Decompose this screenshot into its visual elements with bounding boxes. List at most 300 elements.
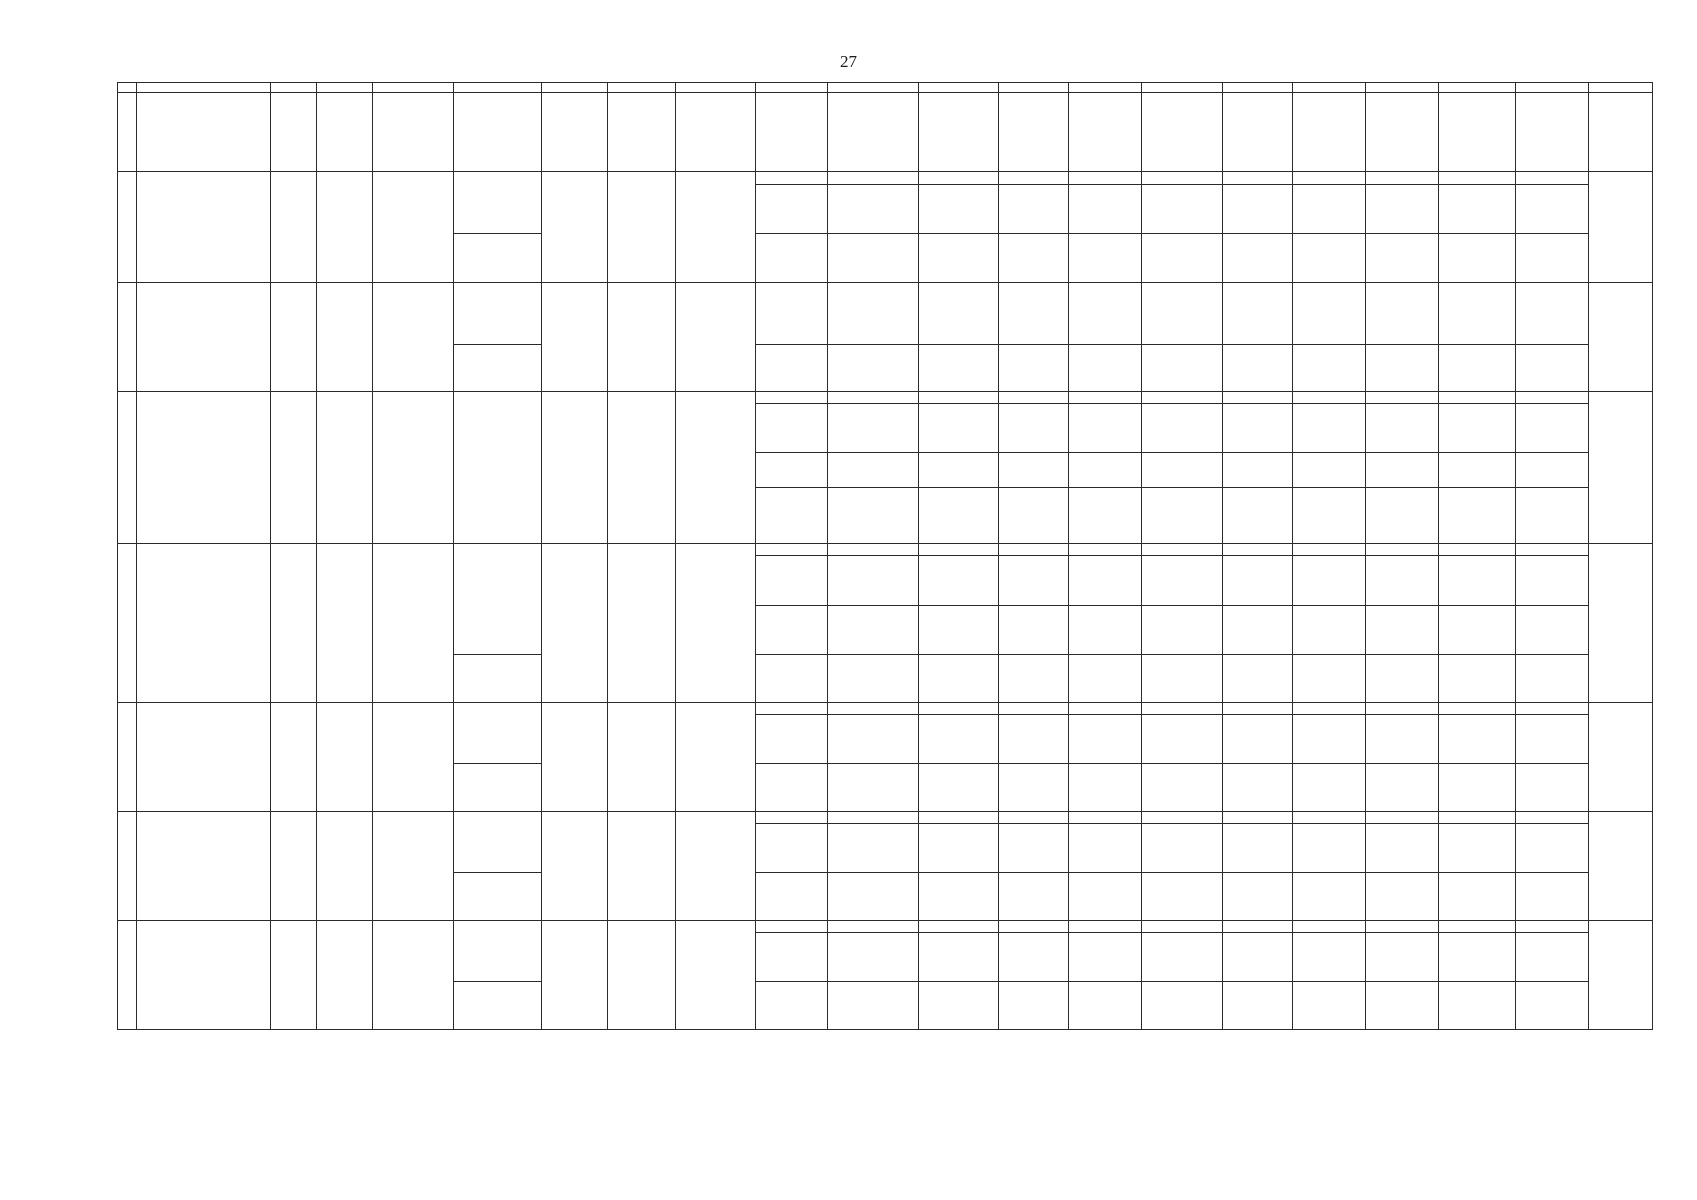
financing-year-value	[1515, 544, 1588, 555]
financing-year-value	[1438, 172, 1515, 184]
work-type	[453, 655, 541, 702]
financing-year-value	[998, 556, 1068, 605]
financing-year-value	[1365, 185, 1438, 233]
commissioning-date	[607, 172, 675, 282]
financing-year-value	[1292, 556, 1365, 605]
financing-year-value	[1438, 93, 1515, 171]
commissioning-date	[607, 544, 675, 702]
financing-year-value	[1365, 764, 1438, 811]
financing-year-value	[1068, 812, 1141, 823]
financing-year-value	[1222, 544, 1292, 555]
work-type	[453, 234, 541, 282]
column-number-header	[1438, 83, 1515, 92]
financing-year-value	[1141, 715, 1222, 763]
financing-year-value	[1438, 404, 1515, 452]
funding-source	[827, 982, 918, 1029]
financing-year-value	[1515, 703, 1588, 714]
work-type	[453, 345, 541, 391]
financing-year-value	[998, 93, 1068, 171]
financing-year-value	[1292, 703, 1365, 714]
financing-year-value	[1292, 873, 1365, 920]
financing-year-value	[1515, 556, 1588, 605]
financing-year-value	[1222, 556, 1292, 605]
financing-year-value	[1222, 234, 1292, 282]
funding-source	[827, 488, 918, 543]
work-type	[453, 703, 541, 763]
financing-year-value	[1515, 392, 1588, 403]
financing-year-value	[1515, 185, 1588, 233]
financing-year-value	[1141, 283, 1222, 344]
work-period	[541, 921, 607, 1029]
financing-year-value	[1365, 715, 1438, 763]
financing-year-value	[1438, 345, 1515, 391]
financing-year-value	[998, 172, 1068, 184]
column-number-header	[453, 83, 541, 92]
financing-year-value	[1068, 93, 1141, 171]
table-gridline	[1652, 82, 1653, 1030]
funding-source	[827, 556, 918, 605]
financing-year-value	[998, 982, 1068, 1029]
financing-year-value	[1365, 453, 1438, 487]
capacity-value	[316, 93, 372, 171]
financing-year-value	[1438, 544, 1515, 555]
financing-year-value	[918, 93, 998, 171]
financing-year-value	[1068, 544, 1141, 555]
financing-year-value	[1515, 345, 1588, 391]
commissioning-date	[607, 921, 675, 1029]
financing-year-value	[1365, 345, 1438, 391]
capacity-value	[316, 172, 372, 282]
funding-source	[827, 933, 918, 981]
financing-year-value	[1222, 185, 1292, 233]
financing-year-value	[1222, 764, 1292, 811]
object-name	[136, 392, 270, 543]
funded-amount	[755, 544, 827, 555]
financing-year-value	[1068, 715, 1141, 763]
column-number-header	[998, 83, 1068, 92]
financing-year-value	[918, 283, 998, 344]
financing-year-value	[998, 715, 1068, 763]
financing-year-value	[1068, 824, 1141, 872]
funded-amount	[755, 488, 827, 543]
financing-year-value	[1292, 93, 1365, 171]
financing-year-value	[1515, 921, 1588, 932]
financing-year-value	[1141, 544, 1222, 555]
financing-year-value	[1222, 921, 1292, 932]
funding-source	[827, 873, 918, 920]
financing-year-value	[1365, 606, 1438, 654]
object-name	[136, 544, 270, 702]
financing-year-value	[1515, 404, 1588, 452]
financing-year-value	[1141, 824, 1222, 872]
municipality	[372, 703, 453, 811]
financing-year-value	[1292, 715, 1365, 763]
financing-year-value	[1141, 392, 1222, 403]
financing-year-value	[998, 764, 1068, 811]
work-type	[453, 982, 541, 1029]
financing-year-value	[1292, 655, 1365, 702]
funding-source	[827, 764, 918, 811]
work-period	[541, 283, 607, 391]
capacity-value	[316, 283, 372, 391]
funded-amount	[755, 921, 827, 932]
financing-year-value	[1068, 392, 1141, 403]
funded-amount	[755, 556, 827, 605]
funding-source	[827, 606, 918, 654]
financing-year-value	[1515, 488, 1588, 543]
financing-year-value	[1515, 812, 1588, 823]
financing-year-value	[1222, 715, 1292, 763]
financing-year-value	[1068, 933, 1141, 981]
work-period	[541, 93, 607, 171]
municipality	[372, 172, 453, 282]
municipality	[372, 544, 453, 702]
funded-amount	[755, 812, 827, 823]
estimated-cost	[675, 703, 755, 811]
financing-year-value	[918, 703, 998, 714]
estimated-cost	[675, 921, 755, 1029]
financing-year-value	[1141, 556, 1222, 605]
financing-year-value	[1222, 873, 1292, 920]
financing-year-value	[1141, 404, 1222, 452]
financing-year-value	[1292, 185, 1365, 233]
responsible-customer	[1588, 172, 1652, 282]
financing-year-value	[1141, 185, 1222, 233]
municipality	[372, 392, 453, 543]
column-number-header	[1588, 83, 1652, 92]
funded-amount	[755, 703, 827, 714]
work-type	[453, 812, 541, 872]
funding-source	[827, 392, 918, 403]
capacity-value	[316, 392, 372, 543]
financing-year-value	[1222, 703, 1292, 714]
work-type	[453, 921, 541, 981]
funded-amount	[755, 606, 827, 654]
financing-year-value	[1068, 345, 1141, 391]
financing-year-value	[1515, 606, 1588, 654]
financing-year-value	[998, 283, 1068, 344]
financing-year-value	[918, 824, 998, 872]
length-km	[270, 544, 316, 702]
estimated-cost	[675, 812, 755, 920]
financing-year-value	[918, 715, 998, 763]
financing-year-value	[1515, 172, 1588, 184]
financing-year-value	[1068, 453, 1141, 487]
financing-year-value	[1438, 655, 1515, 702]
commissioning-date	[607, 703, 675, 811]
page-number: 27	[840, 52, 857, 71]
financing-year-value	[1365, 873, 1438, 920]
row-number	[117, 812, 136, 920]
financing-year-value	[1068, 283, 1141, 344]
financing-year-value	[1438, 234, 1515, 282]
commissioning-date	[607, 283, 675, 391]
funded-amount	[755, 655, 827, 702]
financing-year-value	[1068, 982, 1141, 1029]
length-km	[270, 921, 316, 1029]
financing-year-value	[1222, 172, 1292, 184]
financing-year-value	[1292, 234, 1365, 282]
funding-source	[827, 715, 918, 763]
financing-year-value	[1222, 933, 1292, 981]
length-km	[270, 812, 316, 920]
column-number-header	[316, 83, 372, 92]
funded-amount	[755, 982, 827, 1029]
commissioning-date	[607, 392, 675, 543]
financing-year-value	[1292, 488, 1365, 543]
financing-year-value	[1515, 93, 1588, 171]
object-name	[136, 812, 270, 920]
financing-year-value	[1222, 93, 1292, 171]
funding-source	[827, 812, 918, 823]
funding-source	[827, 185, 918, 233]
financing-year-value	[998, 544, 1068, 555]
responsible-customer	[1588, 812, 1652, 920]
financing-year-value	[1141, 172, 1222, 184]
column-number-header	[675, 83, 755, 92]
column-number-header	[541, 83, 607, 92]
financing-year-value	[1068, 764, 1141, 811]
financing-year-value	[1365, 172, 1438, 184]
financing-year-value	[1222, 345, 1292, 391]
financing-year-value	[998, 933, 1068, 981]
commissioning-date	[607, 812, 675, 920]
financing-year-value	[918, 544, 998, 555]
funded-amount	[755, 283, 827, 344]
financing-year-value	[998, 606, 1068, 654]
financing-year-value	[918, 873, 998, 920]
column-number-header	[607, 83, 675, 92]
length-km	[270, 703, 316, 811]
financing-year-value	[1292, 606, 1365, 654]
row-number	[117, 392, 136, 543]
financing-year-value	[918, 655, 998, 702]
funding-source	[827, 453, 918, 487]
financing-year-value	[1438, 703, 1515, 714]
financing-year-value	[1515, 234, 1588, 282]
financing-year-value	[1068, 488, 1141, 543]
funded-amount	[755, 453, 827, 487]
row-number	[117, 703, 136, 811]
object-name	[136, 93, 270, 171]
funded-amount	[755, 404, 827, 452]
row-number	[117, 172, 136, 282]
municipality	[372, 812, 453, 920]
funding-source	[827, 404, 918, 452]
financing-year-value	[1141, 703, 1222, 714]
column-number-header	[1365, 83, 1438, 92]
financing-year-value	[1438, 283, 1515, 344]
financing-year-value	[1438, 764, 1515, 811]
column-number-header	[827, 83, 918, 92]
financing-year-value	[1365, 234, 1438, 282]
financing-year-value	[1438, 921, 1515, 932]
financing-year-value	[918, 764, 998, 811]
funded-amount	[755, 93, 827, 171]
financing-year-value	[1438, 824, 1515, 872]
column-number-header	[755, 83, 827, 92]
column-number-header	[117, 83, 136, 92]
funding-source	[827, 93, 918, 171]
financing-year-value	[1438, 933, 1515, 981]
financing-year-value	[1292, 982, 1365, 1029]
financing-year-value	[1515, 283, 1588, 344]
financing-year-value	[998, 185, 1068, 233]
estimated-cost	[675, 544, 755, 702]
length-km	[270, 93, 316, 171]
funding-source	[827, 234, 918, 282]
financing-year-value	[1222, 824, 1292, 872]
financing-year-value	[1292, 921, 1365, 932]
capacity-value	[316, 703, 372, 811]
financing-year-value	[918, 392, 998, 403]
row-number	[117, 93, 136, 171]
financing-year-value	[1292, 453, 1365, 487]
work-type	[453, 172, 541, 233]
financing-year-value	[1222, 812, 1292, 823]
work-period	[541, 544, 607, 702]
financing-year-value	[998, 824, 1068, 872]
column-number-header	[1222, 83, 1292, 92]
financing-year-value	[918, 921, 998, 932]
work-period	[541, 812, 607, 920]
estimated-cost	[675, 392, 755, 543]
financing-year-value	[918, 345, 998, 391]
funded-amount	[755, 764, 827, 811]
column-number-header	[136, 83, 270, 92]
financing-year-value	[1438, 606, 1515, 654]
funding-source	[827, 824, 918, 872]
financing-year-value	[1365, 392, 1438, 403]
financing-year-value	[1222, 453, 1292, 487]
financing-year-value	[1292, 345, 1365, 391]
column-number-header	[1068, 83, 1141, 92]
municipality	[372, 921, 453, 1029]
financing-year-value	[1068, 185, 1141, 233]
column-number-header	[270, 83, 316, 92]
estimated-cost	[675, 93, 755, 171]
financing-year-value	[1515, 873, 1588, 920]
financing-year-value	[1438, 453, 1515, 487]
financing-year-value	[1068, 921, 1141, 932]
financing-year-value	[1222, 606, 1292, 654]
financing-year-value	[918, 234, 998, 282]
financing-year-value	[1515, 764, 1588, 811]
financing-year-value	[1222, 655, 1292, 702]
work-type	[453, 764, 541, 811]
financing-year-value	[1068, 556, 1141, 605]
funded-amount	[755, 172, 827, 184]
financing-year-value	[918, 453, 998, 487]
financing-year-value	[1515, 982, 1588, 1029]
financing-year-value	[1222, 982, 1292, 1029]
financing-year-value	[998, 345, 1068, 391]
financing-year-value	[1141, 345, 1222, 391]
financing-year-value	[1438, 488, 1515, 543]
funded-amount	[755, 824, 827, 872]
responsible-customer	[1588, 921, 1652, 1029]
financing-year-value	[1141, 812, 1222, 823]
work-type	[453, 873, 541, 920]
column-number-header	[1141, 83, 1222, 92]
funding-source	[827, 283, 918, 344]
financing-year-value	[1222, 392, 1292, 403]
financing-year-value	[1141, 453, 1222, 487]
work-type	[453, 93, 541, 171]
funded-amount	[755, 873, 827, 920]
row-number	[117, 544, 136, 702]
financing-year-value	[1438, 392, 1515, 403]
financing-year-value	[1365, 921, 1438, 932]
financing-year-value	[1438, 185, 1515, 233]
funding-source	[827, 921, 918, 932]
column-number-header	[918, 83, 998, 92]
work-type	[453, 544, 541, 654]
column-number-header	[372, 83, 453, 92]
estimated-cost	[675, 283, 755, 391]
financing-year-value	[918, 812, 998, 823]
financing-year-value	[918, 172, 998, 184]
funding-source	[827, 172, 918, 184]
financing-year-value	[1438, 812, 1515, 823]
financing-year-value	[918, 488, 998, 543]
work-type	[453, 283, 541, 344]
funding-source	[827, 703, 918, 714]
financing-year-value	[1141, 93, 1222, 171]
financing-year-value	[1141, 488, 1222, 543]
object-name	[136, 283, 270, 391]
length-km	[270, 392, 316, 543]
financing-year-value	[998, 812, 1068, 823]
financing-year-value	[918, 933, 998, 981]
financing-year-value	[1068, 606, 1141, 654]
financing-year-value	[1068, 172, 1141, 184]
financing-year-value	[1365, 556, 1438, 605]
financing-year-value	[1222, 404, 1292, 452]
length-km	[270, 172, 316, 282]
financing-year-value	[1141, 764, 1222, 811]
financing-year-value	[1292, 172, 1365, 184]
row-number	[117, 283, 136, 391]
funded-amount	[755, 392, 827, 403]
work-period	[541, 172, 607, 282]
financing-year-value	[918, 606, 998, 654]
length-km	[270, 283, 316, 391]
funding-source	[827, 544, 918, 555]
financing-year-value	[1292, 404, 1365, 452]
financing-year-value	[1365, 544, 1438, 555]
financing-year-value	[1365, 824, 1438, 872]
responsible-customer	[1588, 93, 1652, 171]
financing-year-value	[1438, 556, 1515, 605]
financing-year-value	[998, 404, 1068, 452]
financing-year-value	[998, 392, 1068, 403]
financing-year-value	[1365, 703, 1438, 714]
financing-year-value	[1141, 921, 1222, 932]
financing-year-value	[998, 873, 1068, 920]
financing-year-value	[1068, 655, 1141, 702]
financing-year-value	[1365, 933, 1438, 981]
work-period	[541, 392, 607, 543]
object-name	[136, 172, 270, 282]
funded-amount	[755, 715, 827, 763]
commissioning-date	[607, 93, 675, 171]
financing-year-value	[1365, 812, 1438, 823]
responsible-customer	[1588, 392, 1652, 543]
financing-year-value	[1515, 933, 1588, 981]
table-gridline	[117, 1029, 1653, 1030]
financing-year-value	[1365, 488, 1438, 543]
